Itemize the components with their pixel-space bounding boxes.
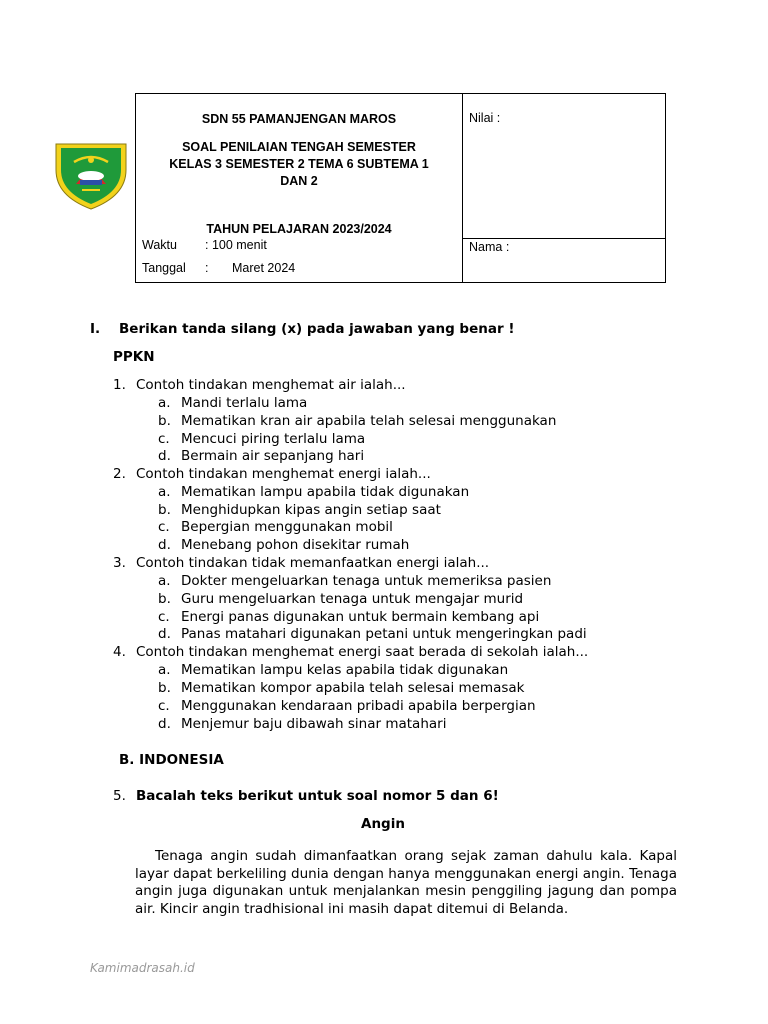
- story-paragraph: Tenaga angin sudah dimanfaatkan orang sejak zaman dahulu kala. Kapal layar dapat berkeliling dunia dengan hanya menggunakan energi angin. Tenaga angin juga digunakan untuk menjalankan mesin penggiling jagung dan pompa air. Kincir angin tradhisional ini masih dapat ditemui di Belanda.: [135, 848, 677, 917]
- section-number: I.: [90, 321, 101, 337]
- option-2a[interactable]: a. Mematikan lampu apabila tidak digunakan: [158, 484, 470, 500]
- question-2: 2. Contoh tindakan menghemat energi ialah...: [113, 466, 431, 482]
- option-2c[interactable]: c. Bepergian menggunakan mobil: [158, 519, 393, 535]
- option-4d[interactable]: d. Menjemur baju dibawah sinar matahari: [158, 716, 447, 732]
- waktu-value: : 100 menit: [205, 238, 267, 252]
- option-2b[interactable]: b. Menghidupkan kipas angin setiap saat: [158, 502, 441, 518]
- tanggal-value: Maret 2024: [232, 261, 296, 275]
- subject-heading: PPKN: [113, 349, 155, 365]
- header-divider-horizontal: [462, 238, 666, 239]
- story-title: Angin: [361, 816, 405, 832]
- nilai-label: Nilai :: [469, 111, 501, 125]
- option-4a[interactable]: a. Mematikan lampu kelas apabila tidak digunakan: [158, 662, 509, 678]
- tanggal-separator: :: [205, 261, 209, 275]
- tanggal-label: Tanggal: [142, 261, 186, 275]
- option-4c[interactable]: c. Menggunakan kendaraan pribadi apabila berpergian: [158, 698, 536, 714]
- question-3: 3. Contoh tindakan tidak memanfaatkan energi ialah...: [113, 555, 490, 571]
- section-instruction: Berikan tanda silang (x) pada jawaban yang benar !: [119, 321, 515, 337]
- waktu-label: Waktu: [142, 238, 177, 252]
- question-1: 1. Contoh tindakan menghemat air ialah...: [113, 377, 406, 393]
- option-1c[interactable]: c. Mencuci piring terlalu lama: [158, 431, 366, 447]
- school-emblem-icon: [52, 138, 130, 212]
- header-divider-vertical: [462, 94, 463, 282]
- exam-title-line1: SOAL PENILAIAN TENGAH SEMESTER: [182, 140, 416, 154]
- section-b-heading: B. INDONESIA: [119, 752, 224, 768]
- nama-label: Nama :: [469, 240, 510, 254]
- exam-title-line2: KELAS 3 SEMESTER 2 TEMA 6 SUBTEMA 1: [169, 157, 429, 171]
- option-3b[interactable]: b. Guru mengeluarkan tenaga untuk mengajar murid: [158, 591, 524, 607]
- option-4b[interactable]: b. Mematikan kompor apabila telah selesai memasak: [158, 680, 525, 696]
- school-name: SDN 55 PAMANJENGAN MAROS: [201, 112, 397, 126]
- question-4: 4. Contoh tindakan menghemat energi saat berada di sekolah ialah...: [113, 644, 589, 660]
- academic-year: TAHUN PELAJARAN 2023/2024: [206, 222, 392, 236]
- exam-title-line3: DAN 2: [280, 174, 318, 188]
- option-1d[interactable]: d. Bermain air sepanjang hari: [158, 448, 365, 464]
- option-2d[interactable]: d. Menebang pohon disekitar rumah: [158, 537, 410, 553]
- option-3d[interactable]: d. Panas matahari digunakan petani untuk mengeringkan padi: [158, 626, 587, 642]
- watermark: Kamimadrasah.id: [90, 961, 195, 975]
- option-1a[interactable]: a. Mandi terlalu lama: [158, 395, 308, 411]
- option-1b[interactable]: b. Mematikan kran air apabila telah selesai menggunakan: [158, 413, 557, 429]
- header-table: [135, 93, 666, 283]
- option-3c[interactable]: c. Energi panas digunakan untuk bermain kembang api: [158, 609, 540, 625]
- option-3a[interactable]: a. Dokter mengeluarkan tenaga untuk memeriksa pasien: [158, 573, 552, 589]
- question-5: 5. Bacalah teks berikut untuk soal nomor 5 dan 6!: [113, 788, 499, 804]
